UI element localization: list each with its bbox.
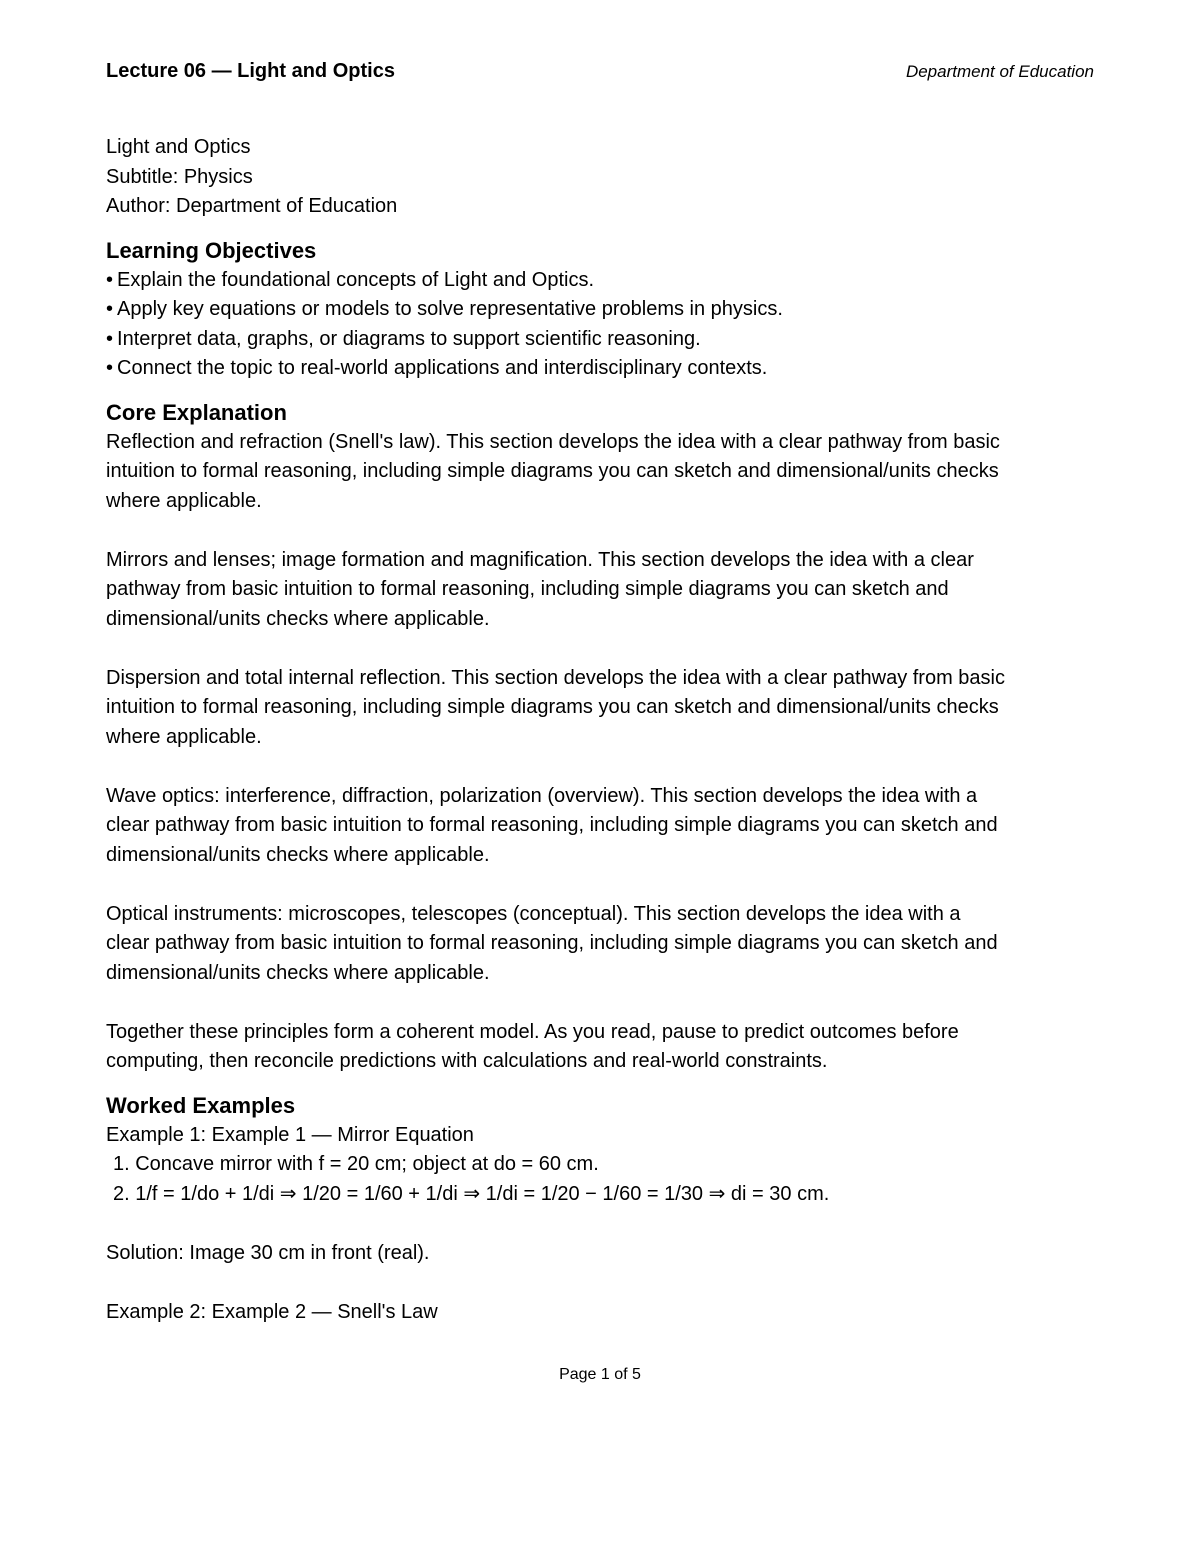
page-number: Page 1 of 5 [559,1366,641,1383]
objective-text: Apply key equations or models to solve representative problems in physics. [117,298,783,320]
learning-objectives-heading: Learning Objectives [106,237,317,263]
core-paragraph: Reflection and refraction (Snell's law). This section develops the idea with a clear pathway from basic intuition to formal reasoning, including simple diagrams you can sketch and dimensional/units checks where applicable. [106,430,1000,512]
list-item: 1. Concave mirror with f = 20 cm; object at do = 60 cm. [113,1153,599,1175]
objective-text: Interpret data, graphs, or diagrams to support scientific reasoning. [117,327,701,350]
core-paragraph: Wave optics: interference, diffraction, polarization (overview). This section develops the idea with a clear pathway from basic intuition to formal reasoning, including simple diagrams you can sketch and dimensional/units checks where applicable. [106,784,998,866]
document-meta [106,133,1006,222]
bullet-icon: • [106,268,114,291]
core-explanation-section [106,398,1006,1077]
list-item: 2. 1/f = 1/do + 1/di ⇒ 1/20 = 1/60 + 1/di ⇒ 1/di = 1/20 − 1/60 = 1/30 ⇒ di = 30 cm. [113,1182,830,1205]
objectives-list [106,266,1006,384]
bullet-icon: • [106,298,114,320]
list-item [106,325,1006,355]
page-header-title: Lecture 06 — Light and Optics [106,60,395,82]
example-1-steps [106,1150,1006,1209]
bullet-icon: • [106,327,114,350]
example-1-solution: Solution: Image 30 cm in front (real). [106,1241,430,1264]
example-1-title: Example 1: Example 1 — Mirror Equation [106,1123,474,1146]
document-body [106,133,1006,1341]
core-paragraph: Dispersion and total internal reflection. This section develops the idea with a clear pathway from basic intuition to formal reasoning, including simple diagrams you can sketch and dimensional/units checks where applicable. [106,666,1005,748]
core-paragraph: Mirrors and lenses; image formation and magnification. This section develops the idea with a clear pathway from basic intuition to formal reasoning, including simple diagrams you can sketch and dimensional/units checks where applicable. [106,548,974,630]
bullet-icon: • [106,357,114,379]
core-paragraph: Optical instruments: microscopes, telescopes (conceptual). This section develops the idea with a clear pathway from basic intuition to formal reasoning, including simple diagrams you can sketch and dimensional/units checks where applicable. [106,902,998,984]
example-2-title: Example 2: Example 2 — Snell's Law [106,1300,438,1323]
document-title: Light and Optics [106,136,251,158]
core-paragraph: Together these principles form a coherent model. As you read, pause to predict outcomes before computing, then reconcile predictions with calculations and real-world constraints. [106,1020,959,1072]
list-item [106,354,1006,384]
document-subtitle: Subtitle: Physics [106,165,253,188]
objective-text: Explain the foundational concepts of Light and Optics. [117,268,594,291]
page-header-department: Department of Education [905,62,1094,81]
document-author: Author: Department of Education [106,195,398,217]
worked-examples-section [106,1091,1006,1328]
core-explanation-heading: Core Explanation [106,399,287,425]
list-item [106,295,1006,325]
objective-text: Connect the topic to real-world applications and interdisciplinary contexts. [117,357,768,379]
worked-examples-heading: Worked Examples [106,1092,296,1118]
list-item [106,266,1006,296]
learning-objectives-section [106,236,1006,384]
